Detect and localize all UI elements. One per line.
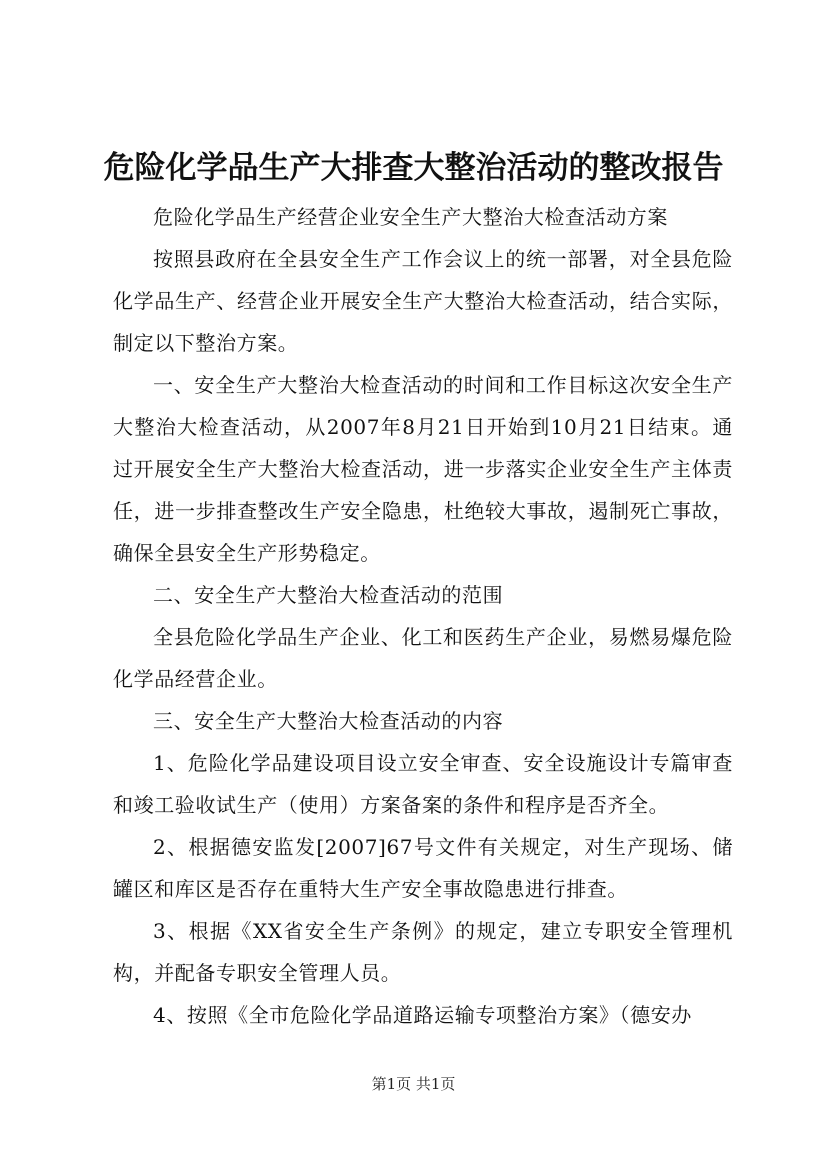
- paragraph-plan-title: 危险化学品生产经营企业安全生产大整治大检查活动方案: [153, 205, 668, 229]
- page-footer: 第1页 共1页: [371, 1075, 456, 1093]
- document-title: 危险化学品生产大排查大整治活动的整改报告: [103, 150, 724, 186]
- paragraph-item-4: 4、按照《全市危险化学品道路运输专项整治方案》（德安办: [153, 1003, 692, 1027]
- paragraph-section-2-scope: 全县危险化学品生产企业、化工和医药生产企业，易燃易爆危险化学品经营企业。: [113, 625, 733, 691]
- paragraph-section-2-heading: 二、安全生产大整治大检查活动的范围: [153, 583, 504, 607]
- paragraph-item-2: 2、根据德安监发[2007]67号文件有关规定，对生产现场、储罐区和库区是否存在重特大生产安全事故隐患进行排查。: [113, 835, 733, 901]
- paragraph-section-3-heading: 三、安全生产大整治大检查活动的内容: [153, 709, 504, 733]
- paragraph-item-3: 3、根据《XX省安全生产条例》的规定，建立专职安全管理机构，并配备专职安全管理人员。: [113, 919, 733, 985]
- paragraph-section-1: 一、安全生产大整治大检查活动的时间和工作目标这次安全生产大整治大检查活动，从2007年8月21日开始到10月21日结束。通过开展安全生产大整治大检查活动，进一步落实企业安全生产主体责任，进一步排查整改生产安全隐患，杜绝较大事故，遏制死亡事故，确保全县安全生产形势稳定。: [113, 373, 733, 565]
- paragraph-item-1: 1、危险化学品建设项目设立安全审查、安全设施设计专篇审查和竣工验收试生产（使用）方案备案的条件和程序是否齐全。: [113, 751, 733, 817]
- paragraph-intro: 按照县政府在全县安全生产工作会议上的统一部署，对全县危险化学品生产、经营企业开展安全生产大整治大检查活动，结合实际，制定以下整治方案。: [113, 247, 733, 355]
- document-body: [113, 196, 733, 1036]
